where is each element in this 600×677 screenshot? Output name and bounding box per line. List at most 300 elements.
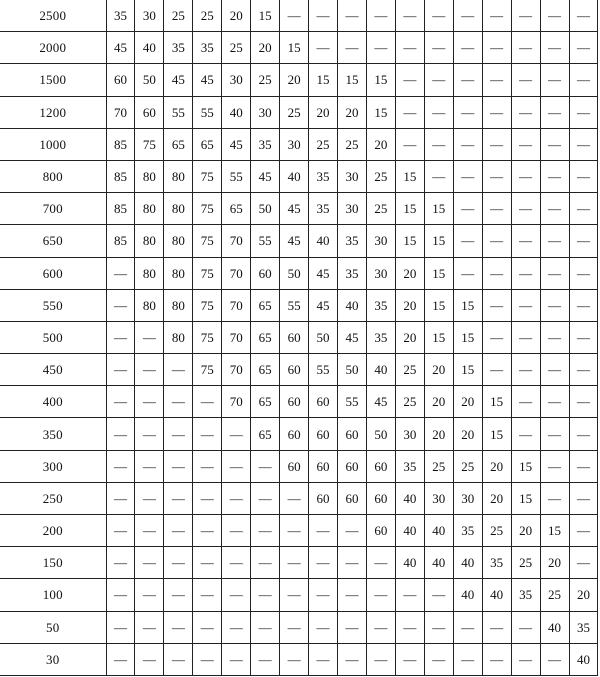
table-cell: — [106, 450, 135, 482]
table-cell: — [280, 579, 309, 611]
table-cell: — [511, 611, 540, 643]
table-cell: — [540, 643, 569, 675]
table-cell: 45 [280, 225, 309, 257]
table-cell: — [424, 579, 453, 611]
table-row [0, 579, 598, 611]
table-cell: — [482, 611, 511, 643]
table-cell: — [424, 96, 453, 128]
table-cell: 20 [366, 128, 395, 160]
table-cell: — [395, 579, 424, 611]
table-cell: — [366, 611, 395, 643]
table-cell: — [164, 386, 193, 418]
table-cell: — [482, 64, 511, 96]
table-row [0, 386, 598, 418]
table-cell: — [135, 547, 164, 579]
table-cell: — [164, 579, 193, 611]
table-cell: 45 [338, 321, 367, 353]
table-cell: — [482, 354, 511, 386]
table-cell: 15 [424, 289, 453, 321]
table-cell: — [453, 96, 482, 128]
table-cell: — [540, 160, 569, 192]
table-cell: 60 [338, 482, 367, 514]
table-cell: 25 [338, 128, 367, 160]
table-cell: 60 [309, 386, 338, 418]
table-cell: 15 [482, 386, 511, 418]
table-cell: 35 [366, 289, 395, 321]
table-cell: 30 [251, 96, 280, 128]
table-cell: — [222, 611, 251, 643]
table-cell: — [193, 450, 222, 482]
table-cell: 20 [424, 386, 453, 418]
table-cell: 35 [251, 128, 280, 160]
table-cell: — [540, 225, 569, 257]
table-cell: — [338, 547, 367, 579]
table-cell: 80 [135, 193, 164, 225]
table-cell: — [511, 643, 540, 675]
table-cell: 75 [193, 321, 222, 353]
table-cell: — [511, 128, 540, 160]
table-cell: 45 [309, 289, 338, 321]
table-cell: — [135, 611, 164, 643]
table-cell: — [482, 225, 511, 257]
table-cell: — [540, 32, 569, 64]
table-row [0, 32, 598, 64]
table-cell: — [569, 515, 598, 547]
row-label: 100 [0, 579, 106, 611]
row-label: 1200 [0, 96, 106, 128]
table-cell: 75 [193, 193, 222, 225]
table-cell: — [251, 611, 280, 643]
table-cell: — [540, 450, 569, 482]
table-cell: — [540, 0, 569, 32]
table-cell: 15 [395, 160, 424, 192]
table-cell: 45 [309, 257, 338, 289]
row-label: 550 [0, 289, 106, 321]
table-cell: — [106, 418, 135, 450]
table-cell: 65 [251, 289, 280, 321]
table-cell: 85 [106, 225, 135, 257]
table-cell: — [106, 643, 135, 675]
table-cell: 35 [511, 579, 540, 611]
table-cell: 40 [540, 611, 569, 643]
table-cell: 35 [569, 611, 598, 643]
table-cell: 35 [309, 193, 338, 225]
table-cell: 60 [280, 386, 309, 418]
table-cell: 50 [338, 354, 367, 386]
table-cell: 50 [366, 418, 395, 450]
row-label: 600 [0, 257, 106, 289]
table-cell: — [569, 160, 598, 192]
table-cell: 40 [338, 289, 367, 321]
table-row [0, 547, 598, 579]
row-label: 350 [0, 418, 106, 450]
table-cell: 15 [511, 482, 540, 514]
table-cell: 80 [164, 289, 193, 321]
table-cell: 15 [424, 257, 453, 289]
table-cell: 40 [280, 160, 309, 192]
table-cell: 50 [251, 193, 280, 225]
table-cell: — [251, 450, 280, 482]
table-cell: — [569, 354, 598, 386]
table-cell: 40 [309, 225, 338, 257]
table-cell: — [482, 257, 511, 289]
table-cell: 55 [280, 289, 309, 321]
table-cell: — [511, 321, 540, 353]
table-cell: 30 [453, 482, 482, 514]
table-cell: — [164, 643, 193, 675]
row-label: 30 [0, 643, 106, 675]
table-cell: — [135, 515, 164, 547]
table-cell: 15 [511, 450, 540, 482]
row-label: 250 [0, 482, 106, 514]
table-cell: 35 [106, 0, 135, 32]
table-cell: 60 [280, 418, 309, 450]
table-cell: — [106, 579, 135, 611]
table-cell: — [540, 193, 569, 225]
table-cell: 35 [366, 321, 395, 353]
table-cell: — [193, 386, 222, 418]
table-cell: — [395, 128, 424, 160]
table-cell: 70 [222, 225, 251, 257]
table-cell: — [395, 0, 424, 32]
table-cell: — [222, 515, 251, 547]
table-cell: 60 [338, 418, 367, 450]
table-cell: — [106, 482, 135, 514]
table-cell: 20 [453, 418, 482, 450]
table-cell: 25 [540, 579, 569, 611]
table-cell: 25 [309, 128, 338, 160]
table-cell: 80 [135, 225, 164, 257]
table-cell: 15 [366, 96, 395, 128]
table-cell: 35 [482, 547, 511, 579]
table-cell: — [164, 611, 193, 643]
table-cell: — [164, 418, 193, 450]
table-cell: 85 [106, 128, 135, 160]
table-cell: — [453, 128, 482, 160]
table-cell: 35 [338, 225, 367, 257]
table-cell: 15 [309, 64, 338, 96]
table-cell: — [482, 289, 511, 321]
table-cell: 80 [164, 321, 193, 353]
table-cell: 35 [338, 257, 367, 289]
table-cell: — [164, 482, 193, 514]
table-cell: — [482, 32, 511, 64]
table-row [0, 0, 598, 32]
table-cell: 70 [222, 289, 251, 321]
table-cell: — [540, 128, 569, 160]
table-cell: — [395, 32, 424, 64]
table-cell: — [280, 611, 309, 643]
table-cell: — [251, 579, 280, 611]
table-cell: — [309, 643, 338, 675]
table-cell: 20 [280, 64, 309, 96]
table-cell: 65 [164, 128, 193, 160]
table-cell: — [309, 611, 338, 643]
table-cell: — [222, 418, 251, 450]
table-cell: 30 [280, 128, 309, 160]
table-cell: — [395, 643, 424, 675]
table-cell: 35 [193, 32, 222, 64]
table-cell: — [482, 128, 511, 160]
table-cell: — [280, 643, 309, 675]
table-row [0, 64, 598, 96]
table-cell: 15 [453, 289, 482, 321]
row-label: 1000 [0, 128, 106, 160]
table-cell: 25 [482, 515, 511, 547]
table-cell: 20 [482, 482, 511, 514]
table-cell: 60 [309, 418, 338, 450]
table-cell: — [222, 482, 251, 514]
table-cell: — [251, 643, 280, 675]
table-cell: — [222, 450, 251, 482]
table-cell: 20 [424, 418, 453, 450]
table-cell: 25 [251, 64, 280, 96]
table-cell: 40 [395, 482, 424, 514]
table-cell: — [338, 32, 367, 64]
table-cell: — [569, 482, 598, 514]
table-cell: — [135, 482, 164, 514]
table-cell: 75 [193, 289, 222, 321]
table-cell: — [135, 418, 164, 450]
table-row [0, 515, 598, 547]
table-cell: — [338, 643, 367, 675]
table-cell: — [453, 64, 482, 96]
table-cell: — [569, 289, 598, 321]
table-cell: — [511, 257, 540, 289]
table-cell: 25 [453, 450, 482, 482]
table-cell: 60 [309, 482, 338, 514]
table-cell: 15 [424, 193, 453, 225]
table-cell: 20 [453, 386, 482, 418]
table-cell: — [511, 225, 540, 257]
table-cell: — [424, 0, 453, 32]
table-cell: 30 [338, 193, 367, 225]
row-label: 2500 [0, 0, 106, 32]
table-row [0, 321, 598, 353]
table-cell: 30 [135, 0, 164, 32]
table-cell: 40 [424, 515, 453, 547]
table-cell: — [453, 225, 482, 257]
table-cell: 30 [424, 482, 453, 514]
table-cell: — [222, 547, 251, 579]
table-cell: — [251, 515, 280, 547]
table-cell: — [569, 0, 598, 32]
table-cell: 75 [135, 128, 164, 160]
table-cell: 40 [569, 643, 598, 675]
table-cell: — [482, 96, 511, 128]
table-cell: — [540, 96, 569, 128]
table-cell: 60 [135, 96, 164, 128]
table-cell: — [424, 128, 453, 160]
table-cell: — [309, 0, 338, 32]
table-cell: 50 [280, 257, 309, 289]
table-cell: — [135, 643, 164, 675]
table-cell: — [164, 515, 193, 547]
row-label: 400 [0, 386, 106, 418]
table-cell: — [569, 32, 598, 64]
table-row [0, 418, 598, 450]
table-cell: 40 [424, 547, 453, 579]
table-cell: — [280, 482, 309, 514]
table-cell: — [395, 64, 424, 96]
row-label: 700 [0, 193, 106, 225]
row-label: 200 [0, 515, 106, 547]
table-cell: 35 [164, 32, 193, 64]
table-cell: 75 [193, 160, 222, 192]
table-cell: 15 [280, 32, 309, 64]
table-cell: — [222, 579, 251, 611]
table-cell: 60 [338, 450, 367, 482]
table-cell: — [569, 193, 598, 225]
table-cell: — [453, 257, 482, 289]
table-cell: — [540, 257, 569, 289]
table-cell: 55 [338, 386, 367, 418]
table-cell: 15 [453, 354, 482, 386]
table-cell: 20 [338, 96, 367, 128]
table-cell: 75 [193, 354, 222, 386]
table-row [0, 257, 598, 289]
table-cell: 15 [251, 0, 280, 32]
table-row [0, 354, 598, 386]
table-cell: — [569, 257, 598, 289]
table-cell: 80 [164, 257, 193, 289]
table-cell: — [135, 354, 164, 386]
table-cell: 20 [482, 450, 511, 482]
table-cell: — [569, 321, 598, 353]
table-cell: 80 [135, 257, 164, 289]
table-cell: — [511, 64, 540, 96]
table-cell: — [135, 579, 164, 611]
table-cell: 25 [424, 450, 453, 482]
table-cell: — [453, 611, 482, 643]
table-cell: — [222, 643, 251, 675]
table-cell: — [338, 611, 367, 643]
table-cell: 20 [569, 579, 598, 611]
table-cell: — [338, 0, 367, 32]
table-cell: — [164, 547, 193, 579]
table-cell: 50 [309, 321, 338, 353]
table-cell: 40 [135, 32, 164, 64]
table-cell: — [135, 386, 164, 418]
table-cell: 30 [395, 418, 424, 450]
table-cell: 75 [193, 257, 222, 289]
table-cell: 70 [222, 386, 251, 418]
row-label: 50 [0, 611, 106, 643]
table-cell: — [424, 32, 453, 64]
table-cell: — [280, 515, 309, 547]
table-cell: — [366, 579, 395, 611]
table-cell: 70 [222, 257, 251, 289]
row-label: 800 [0, 160, 106, 192]
row-label: 500 [0, 321, 106, 353]
table-cell: 15 [540, 515, 569, 547]
table-cell: — [366, 0, 395, 32]
table-cell: — [540, 64, 569, 96]
table-cell: 35 [309, 160, 338, 192]
table-cell: — [482, 160, 511, 192]
table-cell: 45 [251, 160, 280, 192]
table-cell: — [338, 515, 367, 547]
table-cell: — [193, 643, 222, 675]
table-cell: — [540, 321, 569, 353]
table-cell: — [135, 450, 164, 482]
table-cell: — [280, 0, 309, 32]
table-cell: 40 [453, 579, 482, 611]
table-cell: 40 [395, 515, 424, 547]
table-cell: 85 [106, 193, 135, 225]
table-cell: 60 [366, 450, 395, 482]
table-cell: 55 [222, 160, 251, 192]
table-row [0, 450, 598, 482]
table-cell: — [193, 418, 222, 450]
table-cell: 75 [193, 225, 222, 257]
row-label: 650 [0, 225, 106, 257]
table-cell: — [540, 289, 569, 321]
table-cell: — [164, 450, 193, 482]
table-cell: — [135, 321, 164, 353]
table-cell: — [569, 225, 598, 257]
table-cell: — [511, 32, 540, 64]
table-cell: 20 [511, 515, 540, 547]
table-row [0, 289, 598, 321]
table-cell: 80 [164, 160, 193, 192]
table-cell: 45 [164, 64, 193, 96]
table-cell: 25 [366, 160, 395, 192]
table-cell: 85 [106, 160, 135, 192]
table-cell: — [511, 0, 540, 32]
table-cell: 20 [395, 321, 424, 353]
table-cell: — [106, 257, 135, 289]
row-label: 1500 [0, 64, 106, 96]
table-cell: 40 [482, 579, 511, 611]
table-cell: 60 [280, 450, 309, 482]
table-cell: — [511, 418, 540, 450]
table-cell: — [106, 547, 135, 579]
table-cell: 15 [424, 321, 453, 353]
table-cell: 65 [251, 354, 280, 386]
table-cell: 25 [366, 193, 395, 225]
table-cell: — [395, 96, 424, 128]
table-cell: — [540, 386, 569, 418]
table-cell: 25 [395, 386, 424, 418]
table-cell: 60 [366, 482, 395, 514]
table-cell: — [540, 354, 569, 386]
table-cell: — [106, 289, 135, 321]
table-cell: — [482, 0, 511, 32]
table-cell: 40 [395, 547, 424, 579]
table-cell: 60 [280, 354, 309, 386]
table-cell: — [569, 96, 598, 128]
table-cell: 15 [424, 225, 453, 257]
table-row [0, 482, 598, 514]
table-cell: 15 [482, 418, 511, 450]
table-cell: — [482, 321, 511, 353]
table-cell: — [540, 482, 569, 514]
table-cell: — [424, 643, 453, 675]
table-cell: 30 [366, 257, 395, 289]
table-cell: — [511, 289, 540, 321]
table-cell: 40 [453, 547, 482, 579]
table-cell: 60 [251, 257, 280, 289]
table-cell: 70 [222, 354, 251, 386]
table-cell: 25 [511, 547, 540, 579]
table-cell: 20 [540, 547, 569, 579]
table-cell: 70 [222, 321, 251, 353]
table-cell: 15 [366, 64, 395, 96]
table-cell: 55 [309, 354, 338, 386]
table-cell: — [106, 354, 135, 386]
table-cell: 60 [309, 450, 338, 482]
